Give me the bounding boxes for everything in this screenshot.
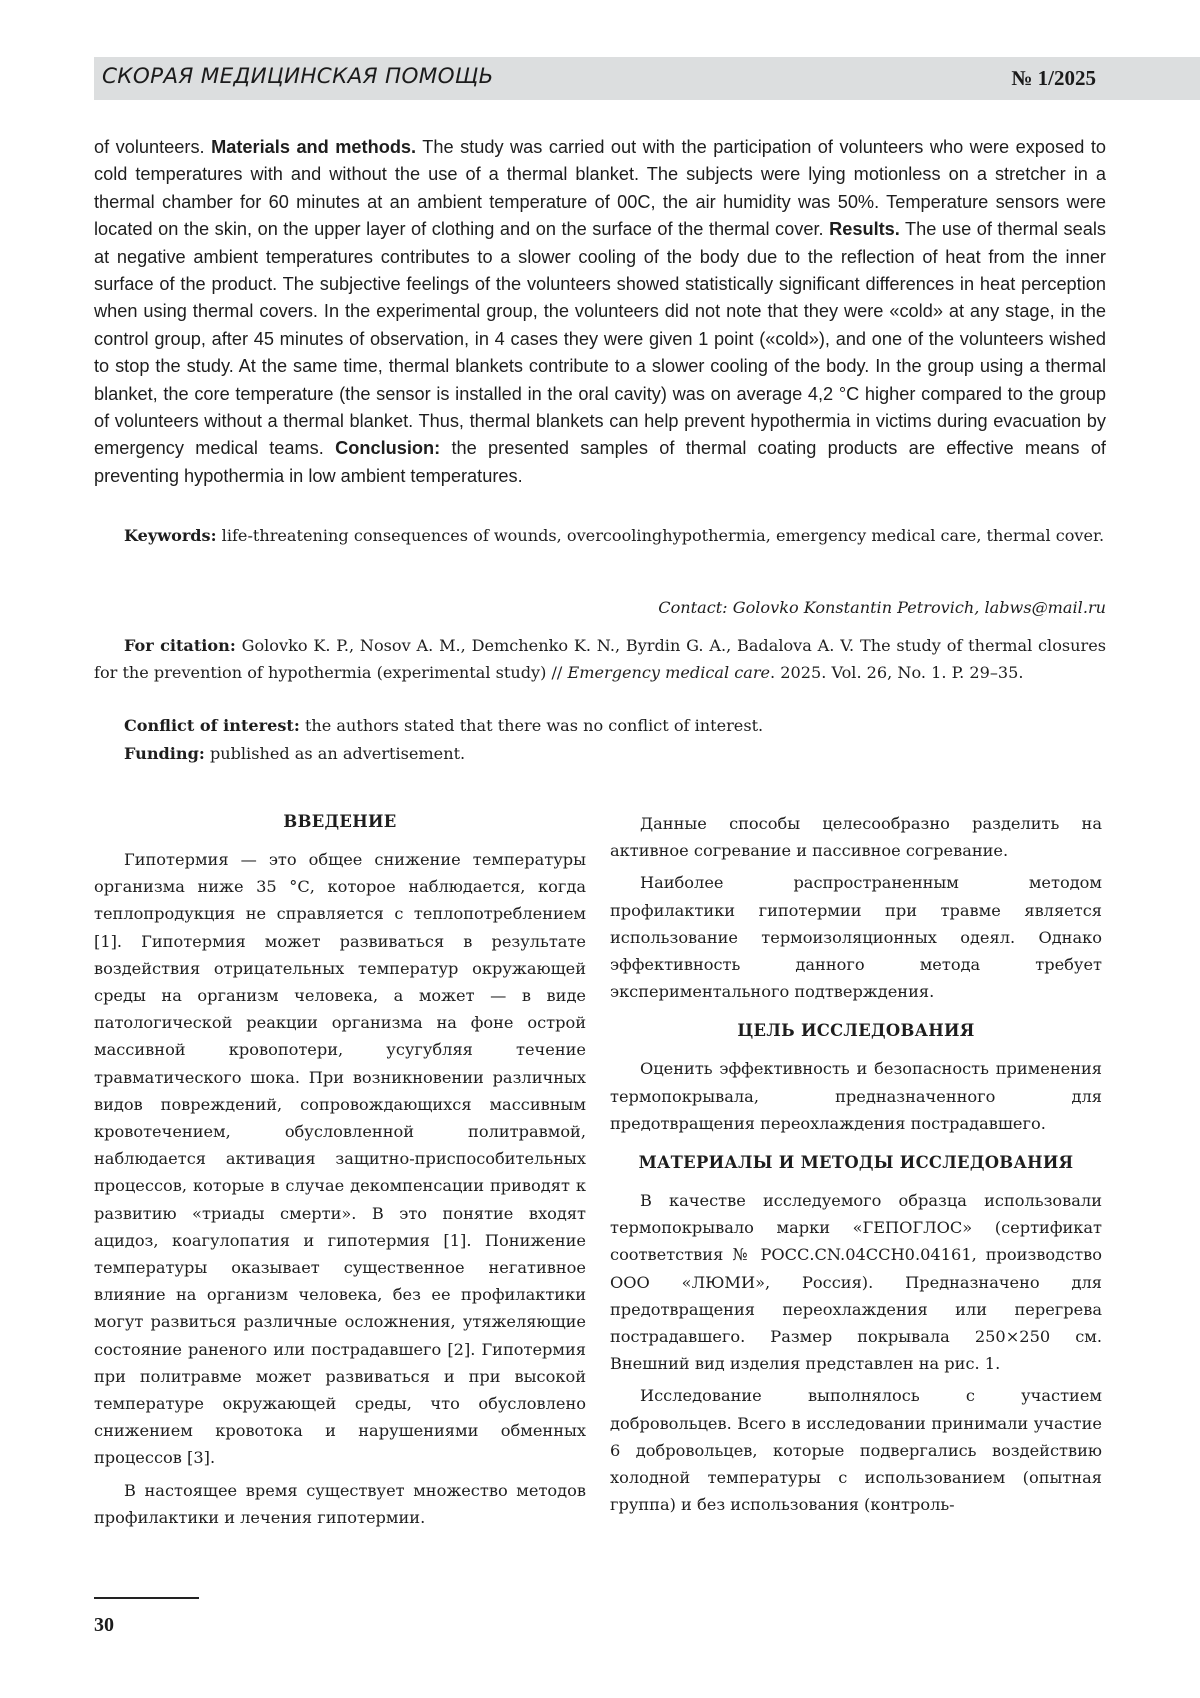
paragraph: Гипотермия — это общее снижение температуры организма ниже 35 °С, которое наблюдается, когда теплопродукция не справляется с теплопотреблением [1]. Гипотермия может развиваться в результате воздействия отрицательных температур окружающей среды на организм человека, а может — в виде патологической реакции организма на фоне острой массивной кровопотери, усугубляя течение травматического шока. При возникновении различных видов повреждений, сопровождающихся массивным кровотечением, обусловленной политравмой, наблюдается активация защитно-приспособительных процессов, которые в случае декомпенсации приводят к развитию «триады смерти». В это понятие входят ацидоз, коагулопатия и гипотермия [1]. Понижение температуры оказывает существенное негативное влияние на организм человека, без ее профилактики могут развиться различные осложнения, утяжеляющие состояние раненого или пострадавшего [2]. Гипотермия при политравме может развиваться и при высокой температуре окружающей среды, что обусловлено снижением кровотока и нарушениями обменных процессов [3]. [94,850,586,1468]
materials-text: The study was carried out with the participation of volunteers who were exposed to cold temperatures with and without the use of a thermal blanket. The subjects were lying motionless on a stretcher in a thermal chamber for 60 minutes at an ambient temperature of 00C, the air humidity was 50%. Temperature sensors were located on the skin, on the upper layer of clothing and on the surface of the thermal cover. [94,137,1106,240]
funding [94,740,1106,767]
results-label: Results. [829,219,900,240]
issue-number: № 1/2025 [1011,66,1096,90]
conclusion-label: Conclusion: [335,438,441,459]
conflict-text: the authors stated that there was no conflict of interest. [304,716,764,735]
paragraph: Наиболее распространенным методом профилактики гипотермии при травме является использование термоизоляционных одеял. Однако эффективность данного метода требует экспериментального подтверждения. [610,873,1102,1002]
abstract-lead: of volunteers. [94,137,205,157]
funding-label: Funding: [124,744,205,763]
paragraph: Данные способы целесообразно разделить на активное согревание и пассивное согревание. [610,814,1102,861]
section-heading-methods: МАТЕРИАЛЫ И МЕТОДЫ ИССЛЕДОВАНИЯ [638,1153,1074,1173]
citation [94,632,1106,686]
materials-label: Materials and methods. [211,137,417,157]
citation-text: Golovko K. P., Nosov A. M., Demchenko K. N., Byrdin G. A., Badalova A. V. The study of thermal closures for the prevention of hypothermia (experimental study) // [94,636,1106,683]
paragraph: В качестве исследуемого образца использовали термопокрывало марки «ГЕПОГЛОС» (сертификат соответствия № РОСС.CN.04ССН0.04161, производство ООО «ЛЮМИ», Россия). Предназначено для предотвращения переохлаждения или перегрева пострадавшего. Размер покрывала 250×250 см. Внешний вид изделия представлен на рис. 1. [610,1191,1102,1374]
page-number: 30 [94,1614,114,1636]
footnote-divider [94,1597,199,1599]
paragraph: Исследование выполнялось с участием добровольцев. Всего в исследовании принимали участие 6 добровольцев, которые подвергались воздействию холодной температуры с использованием (опытная группа) и без использования (контроль- [610,1386,1102,1515]
citation-journal: Emergency medical care [567,663,771,683]
paragraph: В настоящее время существует множество методов профилактики и лечения гипотермии. [94,1480,586,1527]
journal-title: СКОРАЯ МЕДИЦИНСКАЯ ПОМОЩЬ [102,64,494,89]
citation-tail: . 2025. Vol. 26, No. 1. P. 29–35. [770,663,1024,683]
funding-text: published as an advertisement. [209,744,466,763]
results-text: The use of thermal seals at negative ambient temperatures contributes to a slower cooling of the body due to the reflection of heat from the inner surface of the product. The subjective feelings of the volunteers showed statistically significant differences in heat perception when using thermal covers. In the experimental group, the volunteers did not note that they were «cold» at any stage, in the control group, after 45 minutes of observation, in 4 cases they were given 1 point («cold»), and one of the volunteers wished to stop the study. At the same time, thermal blankets contribute to a slower cooling of the body. In the group using a thermal blanket, the core temperature (the sensor is installed in the oral cavity) was on average 4,2 °C higher compared to the group of volunteers without a thermal blanket. Thus, thermal blankets can help prevent hypothermia in victims during evacuation by emergency medical teams. [94,219,1107,459]
conclusion-text: the presented samples of thermal coating products are effective means of preventing hypothermia in low ambient temperatures. [94,438,1106,486]
paragraph: Оценить эффективность и безопасность применения термопокрывала, предназначенного для предотвращения переохлаждения пострадавшего. [610,1059,1102,1133]
abstract-text [94,134,1106,490]
section-heading-introduction: ВВЕДЕНИЕ [283,812,397,831]
keywords-label: Keywords: [124,526,217,545]
conflict-of-interest [94,712,1106,739]
keywords [94,522,1106,549]
contact-line: Contact: Golovko Konstantin Petrovich, labws@mail.ru [658,598,1106,617]
section-heading-aim: ЦЕЛЬ ИССЛЕДОВАНИЯ [737,1021,975,1041]
right-column [610,810,1102,1523]
left-column [94,810,586,1536]
citation-label: For citation: [124,636,236,655]
keywords-text: life-threatening consequences of wounds, overcoolinghypothermia, emergency medical care, thermal cover. [221,526,1105,545]
conflict-label: Conflict of interest: [124,716,300,735]
